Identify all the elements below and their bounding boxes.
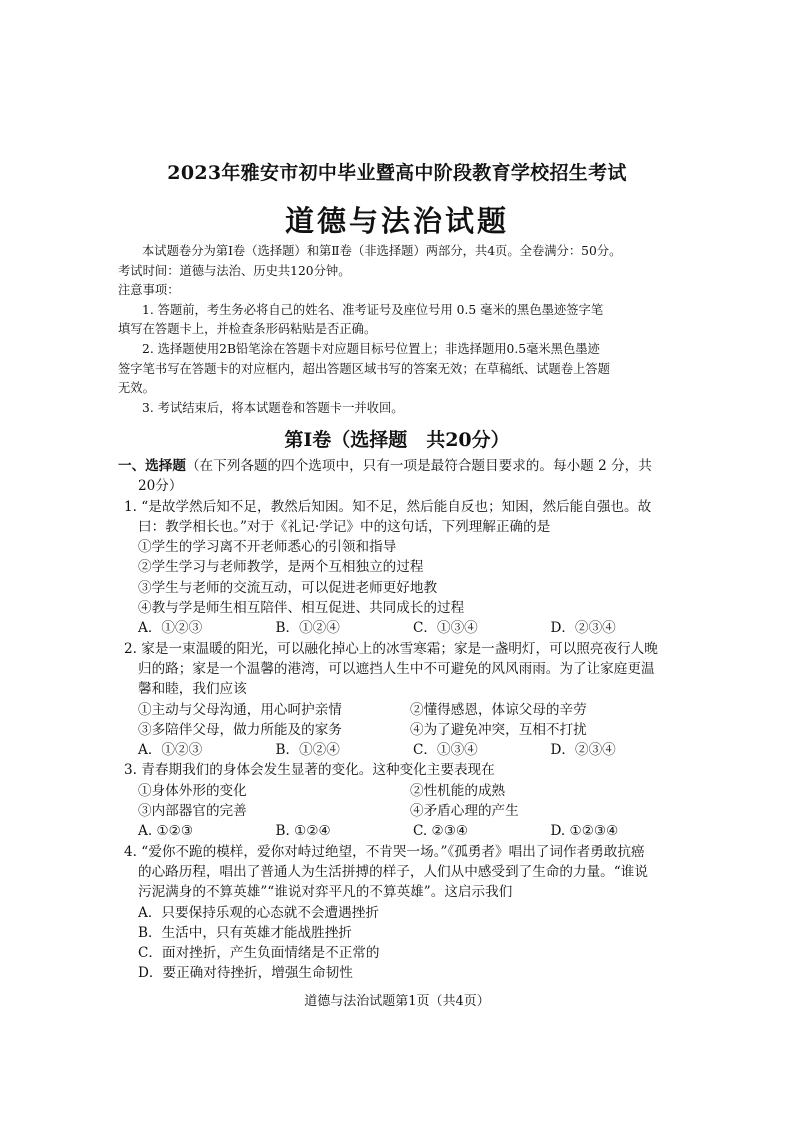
question-4-stem-cont: 的心路历程，唱出了普通人为生活拼搏的样子，人们从中感受到了生命的力量。“谁说 xyxy=(138,863,648,880)
option-d: D．②③④ xyxy=(550,742,616,759)
option-c: C．①③④ xyxy=(413,742,478,759)
statement-row xyxy=(118,700,688,720)
option-b: B. ①②④ xyxy=(275,823,331,840)
question-2-stem-cont: 馨和睦，我们应该 xyxy=(138,681,247,698)
part-instruction-cont: 20分） xyxy=(138,478,183,495)
option-a: A. ①②③ xyxy=(138,823,194,840)
statement: ③内部器官的完善 xyxy=(138,803,247,820)
statement-row xyxy=(118,801,688,821)
part-heading xyxy=(118,456,688,476)
statement-row xyxy=(118,720,688,740)
option-d: D．②③④ xyxy=(550,620,616,637)
statement: ①主动与父母沟通，用心呵护亲情 xyxy=(138,701,342,718)
notice-item-2-cont: 签字笔书写在答题卡的对应框内，超出答题区域书写的答案无效；在草稿纸、试题卷上答题 xyxy=(118,361,610,376)
option-a: A．只要保持乐观的心态就不会遭遇挫折 xyxy=(138,904,379,921)
statement-row xyxy=(118,781,688,801)
statement: ①学生的学习离不开老师悉心的引领和指导 xyxy=(138,539,397,556)
statement: ②学生学习与老师教学，是两个互相独立的过程 xyxy=(138,559,424,576)
question-1-stem-cont: 曰：教学相长也。”对于《礼记·学记》中的这句话，下列理解正确的是 xyxy=(138,518,551,535)
notice-item-2-cont: 无效。 xyxy=(118,381,155,396)
intro-line: 考试时间：道德与法治、历史共120分钟。 xyxy=(118,263,351,278)
notice-item-1-cont: 填写在答题卡上，并检查条形码粘贴是否正确。 xyxy=(118,322,377,337)
exam-title: 2023年雅安市初中毕业暨高中阶段教育学校招生考试 xyxy=(167,162,627,184)
question-1-stem: 1. “是故学然后知不足，教然后知困。知不足，然后能自反也；知困，然后能自强也。故 xyxy=(124,498,652,515)
statement: ④教与学是师生相互陪伴、相互促进、共同成长的过程 xyxy=(138,600,465,617)
notice-item-2: 2. 选择题使用2B铅笔涂在答题卡对应题目标号位置上；非选择题用0.5毫米黑色墨迹 xyxy=(142,341,600,356)
question-4-stem: 4. “爱你不跪的模样，爱你对峙过绝望，不肯哭一场。”《孤勇者》唱出了词作者勇敢抗癌 xyxy=(124,843,645,860)
instructions xyxy=(118,242,678,418)
statement: ④为了避免冲突，互相不打扰 xyxy=(410,721,587,738)
option-c: C. ②③④ xyxy=(413,823,469,840)
option-a: A．①②③ xyxy=(138,742,203,759)
option-d: D. ①②③④ xyxy=(550,823,619,840)
question-1-options xyxy=(118,618,688,638)
part-label: 一、选择题 xyxy=(118,458,186,474)
section-title: 第Ⅰ卷（选择题 共20分） xyxy=(284,429,510,451)
notice-item-1: 1. 答题前，考生务必将自己的姓名、准考证号及座位号用 0.5 毫米的黑色墨迹签字笔 xyxy=(142,302,604,317)
question-4-stem-cont: 污泥满身的不算英雄”“谁说对弈平凡的不算英雄”。这启示我们 xyxy=(138,884,513,901)
question-2-stem: 2. 家是一束温暖的阳光，可以融化掉心上的冰雪寒霜；家是一盏明灯，可以照亮夜行人晚 xyxy=(124,640,658,657)
intro-line: 本试题卷分为第Ⅰ卷（选择题）和第Ⅱ卷（非选择题）两部分，共4页。全卷满分：50分。 xyxy=(142,244,622,258)
notice-item-3: 3. 考试结束后，将本试题卷和答题卡一并收回。 xyxy=(142,400,404,415)
option-b: B．①②④ xyxy=(275,742,340,759)
statement: ①身体外形的变化 xyxy=(138,782,247,799)
statement: ④矛盾心理的产生 xyxy=(410,803,519,820)
option-a: A．①②③ xyxy=(138,620,203,637)
option-c: C．面对挫折，产生负面情绪是不正常的 xyxy=(138,945,380,962)
option-c: C．①③④ xyxy=(413,620,478,637)
statement: ②懂得感恩，体谅父母的辛劳 xyxy=(410,701,587,718)
questions xyxy=(118,456,688,984)
statement: ②性机能的成熟 xyxy=(410,782,506,799)
question-3-options xyxy=(118,821,688,841)
question-2-options xyxy=(118,740,688,760)
subject-title: 道德与法治试题 xyxy=(284,204,509,238)
question-2-stem-cont: 归的路；家是一个温馨的港湾，可以遮挡人生中不可避免的风风雨雨。为了让家庭更温 xyxy=(138,660,655,677)
option-b: B．①②④ xyxy=(275,620,340,637)
option-d: D．要正确对待挫折，增强生命韧性 xyxy=(138,965,353,982)
page-footer: 道德与法治试题第1页（共4页） xyxy=(304,994,490,1009)
part-instruction: （在下列各题的四个选项中，只有一项是最符合题目要求的。每小题 2 分，共 xyxy=(185,458,652,474)
statement: ③学生与老师的交流互动，可以促进老师更好地教 xyxy=(138,579,438,596)
option-b: B．生活中，只有英雄才能战胜挫折 xyxy=(138,924,352,941)
question-3-stem: 3. 青春期我们的身体会发生显著的变化。这种变化主要表现在 xyxy=(124,762,495,779)
notice-label: 注意事项： xyxy=(118,283,180,298)
statement: ③多陪伴父母，做力所能及的家务 xyxy=(138,721,342,738)
